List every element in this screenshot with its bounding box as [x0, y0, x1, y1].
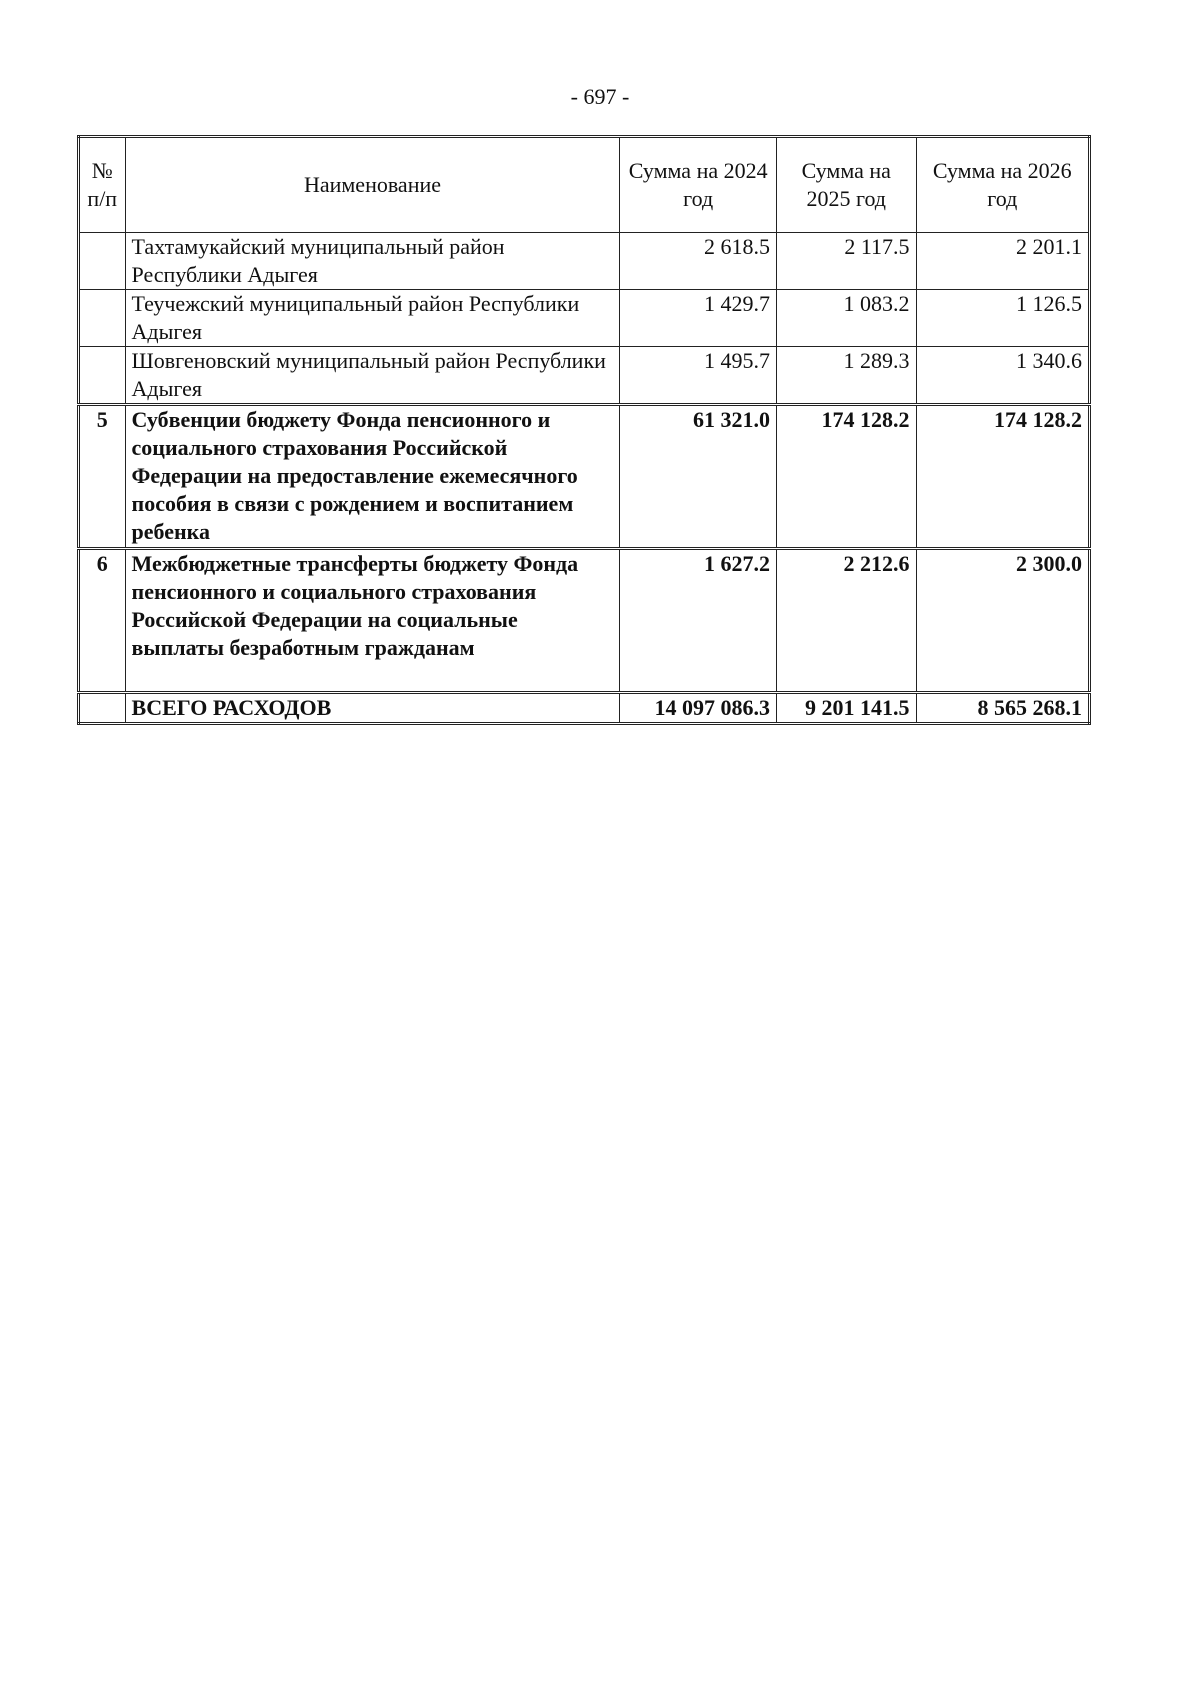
row-sum-2025: 174 128.2: [776, 405, 916, 549]
table-header-row: [79, 137, 1090, 233]
row-sum-2025: 2 212.6: [776, 549, 916, 693]
page-number: - 697 -: [570, 84, 630, 109]
row-name: Шовгеновский муниципальный район Республики Адыгея: [125, 347, 620, 405]
row-num: 5: [79, 405, 126, 549]
header-sum-2026: Сумма на 2026 год: [916, 137, 1089, 233]
total-sum-2026: 8 565 268.1: [916, 693, 1089, 724]
row-name: Межбюджетные трансферты бюджету Фонда пенсионного и социального страхования Российской Федерации на социальные выплаты безработным гражданам: [125, 549, 620, 693]
table-row-section: [79, 549, 1090, 693]
header-sum-2024: Сумма на 2024 год: [620, 137, 777, 233]
total-label: ВСЕГО РАСХОДОВ: [125, 693, 620, 724]
table-row: [79, 290, 1090, 347]
table-row: [79, 347, 1090, 405]
row-name: Субвенции бюджету Фонда пенсионного и социального страхования Российской Федерации на предоставление ежемесячного пособия в связи с рождением и воспитанием ребенка: [125, 405, 620, 549]
row-sum-2026: 2 201.1: [916, 233, 1089, 290]
row-name: Теучежский муниципальный район Республики Адыгея: [125, 290, 620, 347]
total-sum-2025: 9 201 141.5: [776, 693, 916, 724]
row-sum-2024: 1 627.2: [620, 549, 777, 693]
row-num: [79, 347, 126, 405]
row-sum-2024: 2 618.5: [620, 233, 777, 290]
header-name: Наименование: [125, 137, 620, 233]
row-sum-2024: 1 429.7: [620, 290, 777, 347]
row-sum-2025: 1 083.2: [776, 290, 916, 347]
row-num: [79, 233, 126, 290]
table-total-row: [79, 693, 1090, 724]
row-name: Тахтамукайский муниципальный район Республики Адыгея: [125, 233, 620, 290]
total-sum-2024: 14 097 086.3: [620, 693, 777, 724]
row-sum-2025: 1 289.3: [776, 347, 916, 405]
row-num: [79, 290, 126, 347]
header-sum-2025: Сумма на 2025 год: [776, 137, 916, 233]
row-sum-2026: 1 340.6: [916, 347, 1089, 405]
row-sum-2026: 1 126.5: [916, 290, 1089, 347]
row-num: 6: [79, 549, 126, 693]
budget-table: [77, 135, 1091, 725]
row-sum-2024: 61 321.0: [620, 405, 777, 549]
table-row-section: [79, 405, 1090, 549]
total-num: [79, 693, 126, 724]
row-sum-2026: 2 300.0: [916, 549, 1089, 693]
table-row: [79, 233, 1090, 290]
row-sum-2026: 174 128.2: [916, 405, 1089, 549]
row-sum-2025: 2 117.5: [776, 233, 916, 290]
header-num: № п/п: [79, 137, 126, 233]
row-sum-2024: 1 495.7: [620, 347, 777, 405]
